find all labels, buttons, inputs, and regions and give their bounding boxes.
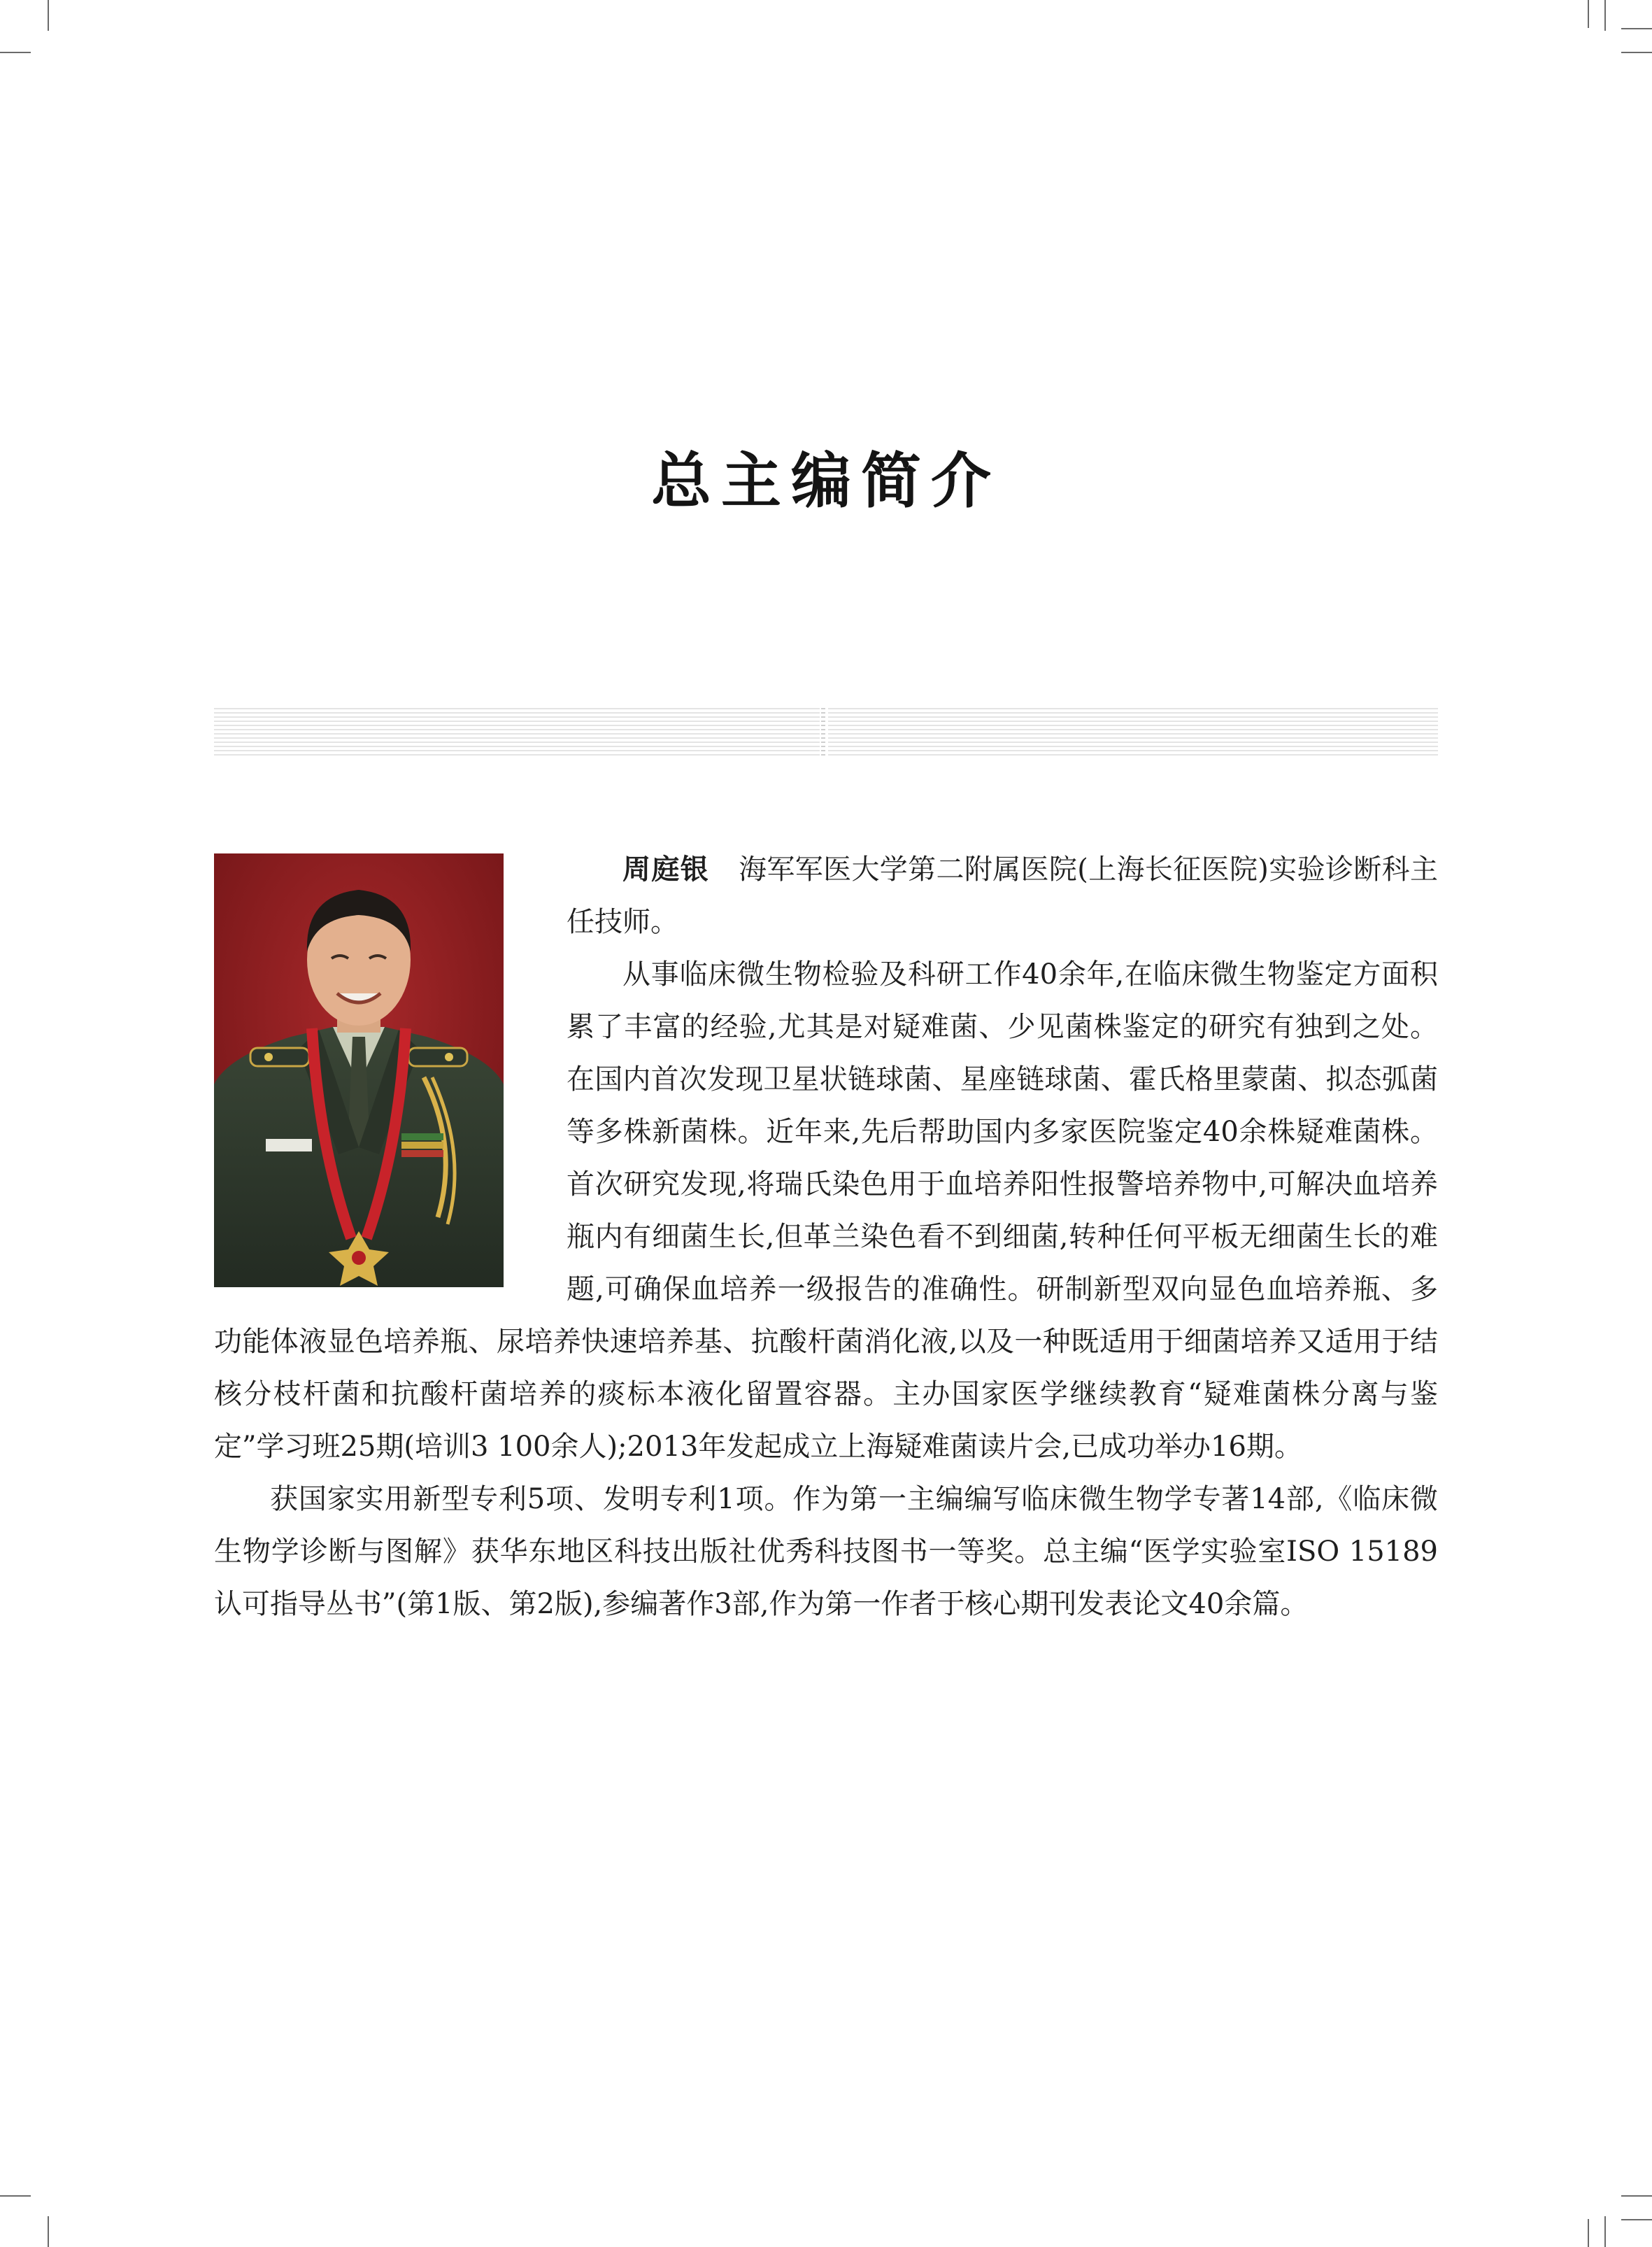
crop-mark-top-right-vertical-b xyxy=(1604,0,1606,31)
section-divider-separator xyxy=(821,708,825,756)
bio-paragraph-1: 从事临床微生物检验及科研工作40余年,在临床微生物鉴定方面积累了丰富的经验,尤其是对疑难菌、少见菌株鉴定的研究有独到之处。在国内首次发现卫星状链球菌、星座链球菌、霍氏格里蒙菌、拟态弧菌等多株新菌株。近年来,先后帮助国内多家医院鉴定40余株疑难菌株。首次研究发现,将瑞氏染色用于血培养阳性报警培养物中,可解决血培养瓶内有细菌生长,但革兰染色看不到细菌,转种任何平板无细菌生长的难题,可确保血培养一级报告的准确性。研制新型双向显色血培养瓶、多功能体液显色培养瓶、尿培养快速培养基、抗酸杆菌消化液,以及一种既适用于细菌培养又适用于结核分枝杆菌和抗酸杆菌培养的痰标本液化留置容器。主办国家医学继续教育“疑难菌株分离与鉴定”学习班25期(培训3 100余人);2013年发起成立上海疑难菌读片会,已成功举办16期。 xyxy=(214,958,1438,1463)
crop-mark-bottom-right-horizontal-b xyxy=(1621,2219,1652,2220)
crop-mark-top-left-horizontal xyxy=(0,52,31,53)
editor-name: 周庭银 xyxy=(622,853,710,886)
section-divider-left xyxy=(214,708,820,756)
section-divider-right xyxy=(828,708,1438,756)
portrait-spacer xyxy=(214,844,504,1287)
crop-mark-bottom-right-horizontal xyxy=(1621,2195,1652,2197)
crop-mark-top-right-horizontal-b xyxy=(1621,52,1652,53)
crop-mark-bottom-right-vertical-b xyxy=(1604,2216,1606,2247)
crop-mark-top-right-horizontal xyxy=(1621,28,1652,29)
crop-mark-top-right-vertical-a xyxy=(1588,0,1589,28)
crop-mark-top-left-vertical xyxy=(48,0,49,31)
bio-paragraph-2: 获国家实用新型专利5项、发明专利1项。作为第一主编编写临床微生物学专著14部,《临床微生物学诊断与图解》获华东地区科技出版社优秀科技图书一等奖。总主编“医学实验室ISO 15189认可指导丛书”(第1版、第2版),参编著作3部,作为第一作者于核心期刊发表论文40余篇。 xyxy=(214,1483,1438,1620)
editor-affiliation: 海军军医大学第二附属医院(上海长征医院)实验诊断科主任技师。 xyxy=(567,853,1439,938)
page-title: 总主编简介 xyxy=(651,446,1001,516)
crop-mark-bottom-left-horizontal xyxy=(0,2195,31,2197)
bio-text xyxy=(214,844,1438,1631)
crop-mark-bottom-right-vertical-a xyxy=(1588,2219,1589,2247)
crop-mark-bottom-left-vertical xyxy=(48,2216,49,2247)
